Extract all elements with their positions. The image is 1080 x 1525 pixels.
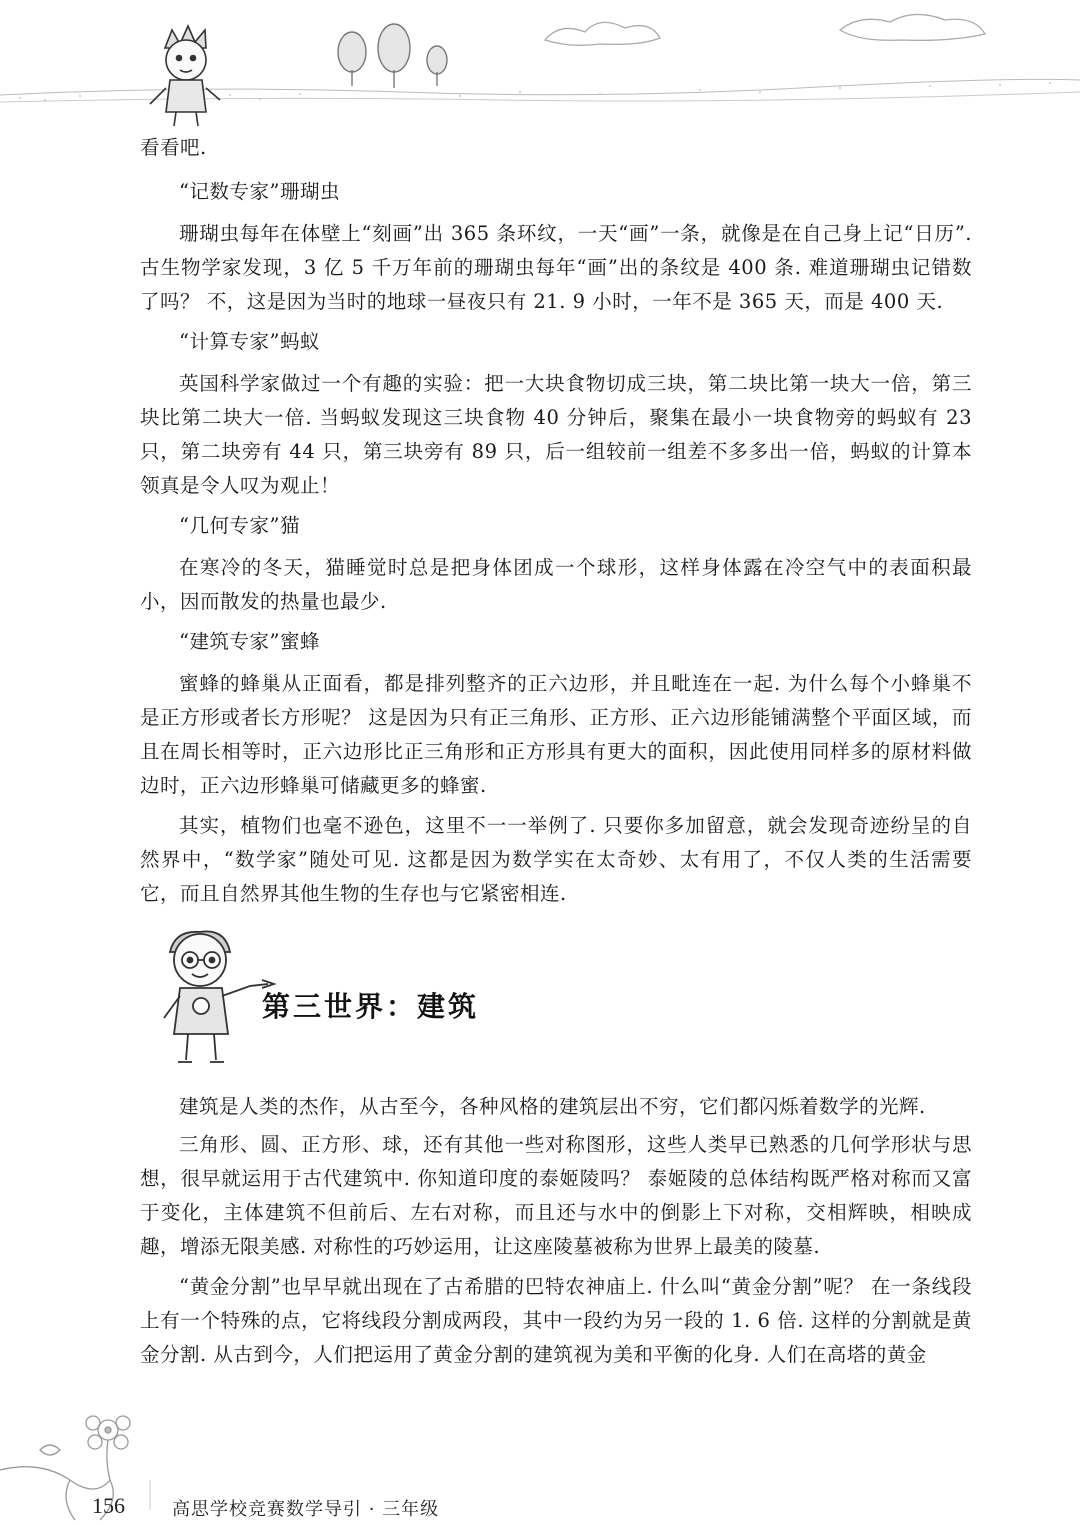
footer-vine-illustration bbox=[0, 1390, 1080, 1525]
section-title: 第三世界：建筑 bbox=[262, 990, 480, 1023]
paragraph: 三角形、圆、正方形、球，还有其他一些对称图形，这些人类早已熟悉的几何学形状与思想，很早就运用于古代建筑中. 你知道印度的泰姬陵吗？ 泰姬陵的总体结构既严格对称而又富于变化，主体建筑不但前后、左右对称，而且还与水中的倒影上下对称，交相辉映，相映成趣，增添无限美感. 对称性的巧妙运用，让这座陵墓被称为世界上最美的陵墓. bbox=[140, 1133, 972, 1258]
article-body bbox=[140, 131, 972, 911]
glasses-boy-mascot-icon bbox=[150, 922, 280, 1072]
subheading-coral: “记数专家”珊瑚虫 bbox=[179, 180, 340, 203]
paragraph: 蜜蜂的蜂巢从正面看，都是排列整齐的正六边形，并且毗连在一起. 为什么每个小蜂巢不是正方形或者长方形呢？ 这是因为只有正三角形、正方形、正六边形能铺满整个平面区域，而且在周长相等时，正六边形比正三角形和正方形具有更大的面积，因此使用同样多的原材料做边时，正六边形蜂巢可储藏更多的蜂蜜. bbox=[140, 672, 972, 797]
boy-mascot-icon bbox=[150, 26, 220, 126]
grass-strip bbox=[0, 79, 1080, 102]
header-illustration bbox=[0, 0, 1080, 140]
paragraph: 在寒冷的冬天，猫睡觉时总是把身体团成一个球形，这样身体露在冷空气中的表面积最小，因而散发的热量也最少. bbox=[140, 556, 972, 613]
subheading-bee: “建筑专家”蜜蜂 bbox=[179, 630, 320, 653]
page-number: 156 bbox=[92, 1493, 125, 1518]
paragraph: 看看吧. bbox=[140, 136, 207, 159]
paragraph: 珊瑚虫每年在体壁上“刻画”出 365 条环纹，一天“画”一条，就像是在自己身上记“日历”. 古生物学家发现，3 亿 5 千万年前的珊瑚虫每年“画”出的条纹是 400 条. 难道珊瑚虫记错数了吗？ 不，这是因为当时的地球一昼夜只有 21. 9 小时，一年不是 365 天，而是 400 天. bbox=[140, 222, 972, 313]
subheading-ant: “计算专家”蚂蚁 bbox=[179, 330, 320, 353]
paragraph: “黄金分割”也早早就出现在了古希腊的巴特农神庙上. 什么叫“黄金分割”呢？ 在一条线段上有一个特殊的点，它将线段分割成两段，其中一段约为另一段的 1. 6 倍. 这样的分割就是黄金分割. 从古到今，人们把运用了黄金分割的建筑视为美和平衡的化身. 人们在高塔的黄金 bbox=[140, 1275, 972, 1366]
subheading-cat: “几何专家”猫 bbox=[179, 514, 300, 537]
cloud-icon bbox=[545, 14, 985, 45]
paragraph: 其实，植物们也毫不逊色，这里不一一举例了. 只要你多加留意，就会发现奇迹纷呈的自然界中，“数学家”随处可见. 这都是因为数学实在太奇妙、太有用了，不仅人类的生活需要它，而且自然界其他生物的生存也与它紧密相连. bbox=[140, 814, 972, 905]
book-title: 高思学校竞赛数学导引 · 三年级 bbox=[172, 1499, 440, 1520]
paragraph: 英国科学家做过一个有趣的实验：把一大块食物切成三块，第二块比第一块大一倍，第三块比第二块大一倍. 当蚂蚁发现这三块食物 40 分钟后，聚集在最小一块食物旁的蚂蚁有 23 只，第二块旁有 44 只，第三块旁有 89 只，后一组较前一组差不多多出一倍，蚂蚁的计算本领真是令人叹为观止！ bbox=[140, 372, 972, 497]
paragraph: 建筑是人类的杰作，从古至今，各种风格的建筑层出不穷，它们都闪烁着数学的光辉. bbox=[179, 1095, 926, 1118]
section-body bbox=[140, 1090, 972, 1372]
tree-icon bbox=[338, 24, 447, 88]
